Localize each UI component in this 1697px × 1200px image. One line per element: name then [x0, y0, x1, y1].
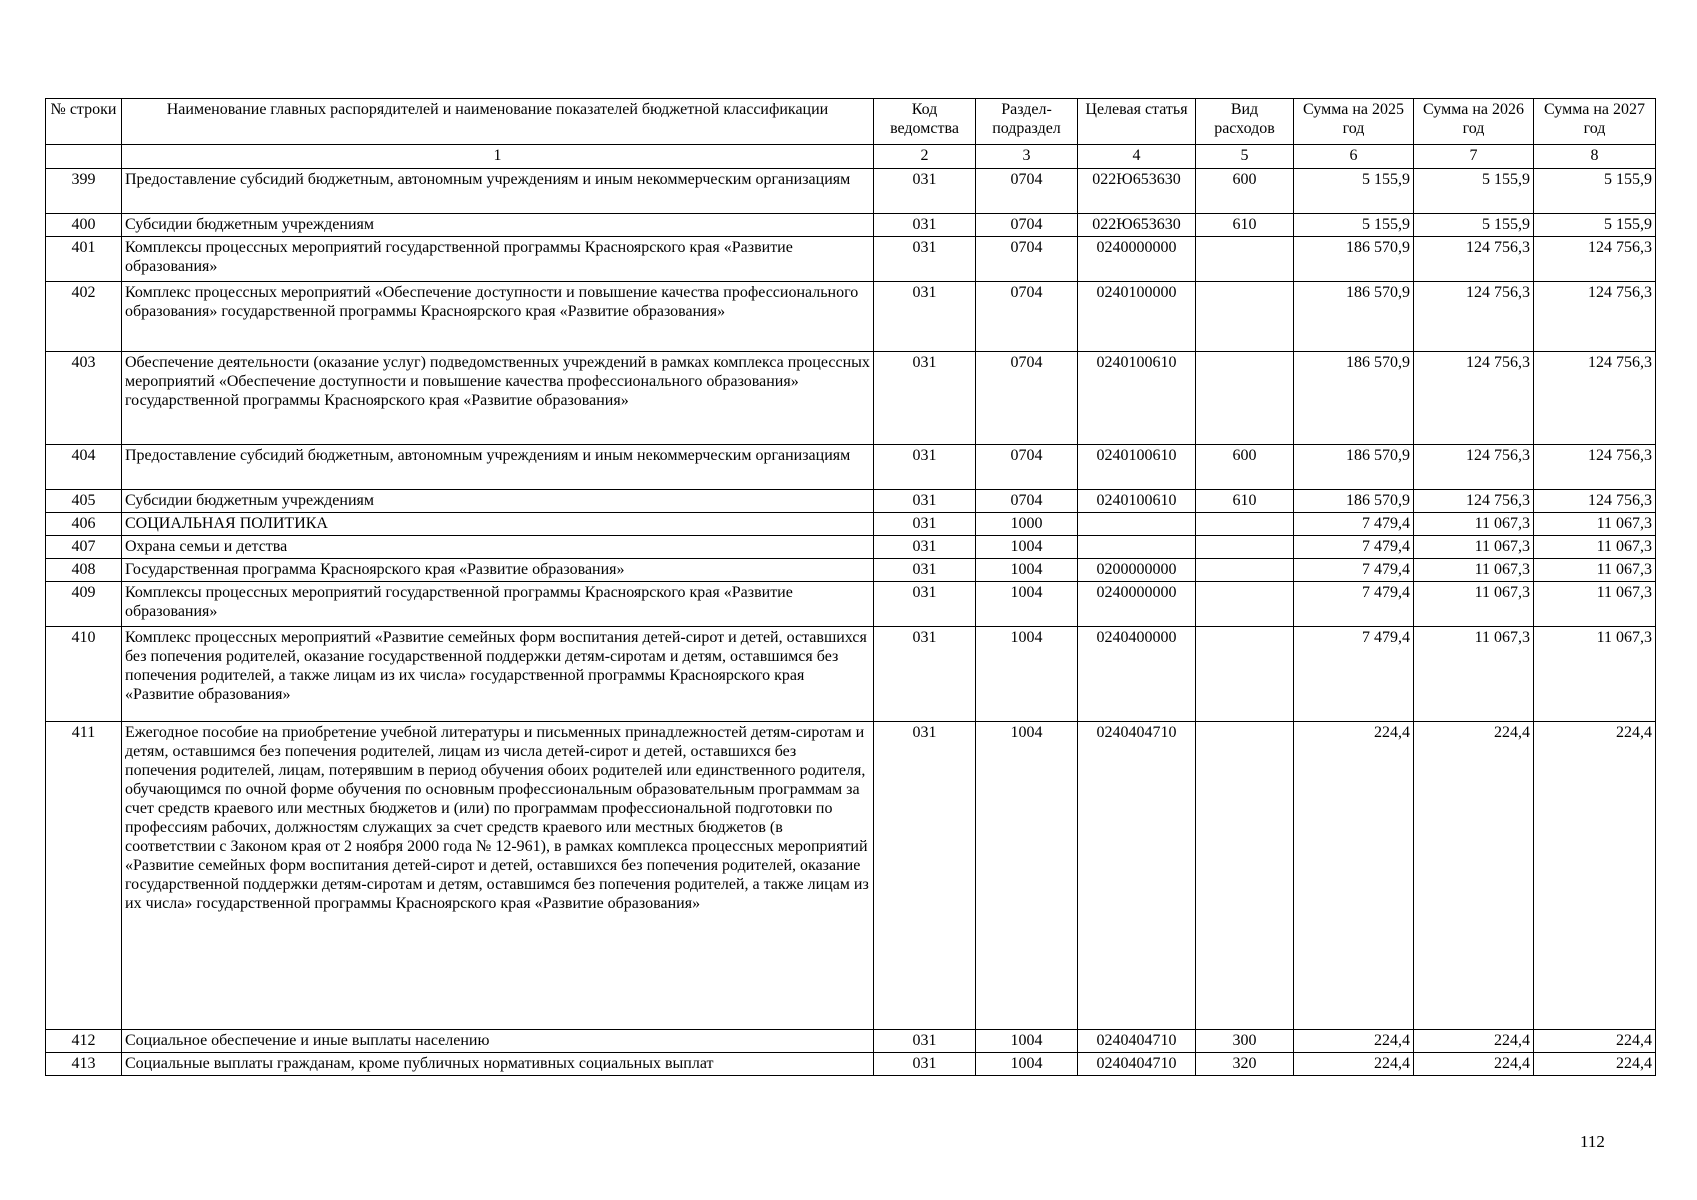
row-name: Обеспечение деятельности (оказание услуг) подведомственных учреждений в рамках комплекса процессных мероприятий «Обеспечение доступности и повышение качества профессионального образования» государственной программы Красноярского края «Развитие образования» — [122, 352, 874, 445]
target-article — [1078, 536, 1196, 559]
row-name: Социальное обеспечение и иные выплаты населению — [122, 1030, 874, 1053]
row-number: 401 — [46, 237, 122, 282]
table-row — [46, 445, 1656, 490]
sum-2025: 186 570,9 — [1294, 237, 1414, 282]
table-row — [46, 169, 1656, 214]
sum-2026: 224,4 — [1414, 722, 1534, 1030]
sum-2027: 124 756,3 — [1534, 490, 1656, 513]
row-name: Комплекс процессных мероприятий «Обеспечение доступности и повышение качества профессионального образования» государственной программы Красноярского края «Развитие образования» — [122, 282, 874, 352]
table-body — [46, 169, 1656, 1076]
sum-2025: 5 155,9 — [1294, 214, 1414, 237]
row-number: 405 — [46, 490, 122, 513]
sum-2027: 124 756,3 — [1534, 282, 1656, 352]
row-name: Субсидии бюджетным учреждениям — [122, 490, 874, 513]
column-number: 3 — [976, 145, 1078, 169]
column-number: 8 — [1534, 145, 1656, 169]
sum-2025: 7 479,4 — [1294, 536, 1414, 559]
row-number: 403 — [46, 352, 122, 445]
sum-2025: 224,4 — [1294, 722, 1414, 1030]
target-article: 0240100610 — [1078, 352, 1196, 445]
sum-2026: 124 756,3 — [1414, 490, 1534, 513]
section-code: 0704 — [976, 445, 1078, 490]
section-code: 1000 — [976, 513, 1078, 536]
department-code: 031 — [874, 627, 976, 722]
sum-2026: 11 067,3 — [1414, 559, 1534, 582]
header-name: Наименование главных распорядителей и наименование показателей бюджетной классификации — [122, 99, 874, 145]
table-row — [46, 536, 1656, 559]
sum-2027: 224,4 — [1534, 1030, 1656, 1053]
row-number: 408 — [46, 559, 122, 582]
header-sum-2026: Сумма на 2026 год — [1414, 99, 1534, 145]
section-code: 1004 — [976, 627, 1078, 722]
department-code: 031 — [874, 237, 976, 282]
sum-2025: 224,4 — [1294, 1030, 1414, 1053]
row-number: 413 — [46, 1053, 122, 1076]
expense-type — [1196, 237, 1294, 282]
expense-type: 320 — [1196, 1053, 1294, 1076]
sum-2027: 11 067,3 — [1534, 536, 1656, 559]
expense-type — [1196, 582, 1294, 627]
sum-2025: 186 570,9 — [1294, 282, 1414, 352]
expense-type: 600 — [1196, 169, 1294, 214]
target-article: 0240100610 — [1078, 445, 1196, 490]
column-number: 4 — [1078, 145, 1196, 169]
sum-2027: 5 155,9 — [1534, 169, 1656, 214]
section-code: 1004 — [976, 582, 1078, 627]
section-code: 1004 — [976, 559, 1078, 582]
row-number: 409 — [46, 582, 122, 627]
department-code: 031 — [874, 352, 976, 445]
header-sum-2027: Сумма на 2027 год — [1534, 99, 1656, 145]
department-code: 031 — [874, 282, 976, 352]
expense-type — [1196, 282, 1294, 352]
section-code: 1004 — [976, 1030, 1078, 1053]
department-code: 031 — [874, 722, 976, 1030]
table-row — [46, 627, 1656, 722]
column-number-row — [46, 145, 1656, 169]
table-row — [46, 352, 1656, 445]
row-number: 402 — [46, 282, 122, 352]
sum-2025: 7 479,4 — [1294, 559, 1414, 582]
column-number — [46, 145, 122, 169]
sum-2027: 11 067,3 — [1534, 559, 1656, 582]
sum-2025: 7 479,4 — [1294, 582, 1414, 627]
sum-2026: 224,4 — [1414, 1030, 1534, 1053]
sum-2027: 11 067,3 — [1534, 627, 1656, 722]
sum-2026: 11 067,3 — [1414, 582, 1534, 627]
sum-2027: 11 067,3 — [1534, 513, 1656, 536]
target-article: 022Ю653630 — [1078, 214, 1196, 237]
expense-type: 300 — [1196, 1030, 1294, 1053]
department-code: 031 — [874, 490, 976, 513]
row-name: Охрана семьи и детства — [122, 536, 874, 559]
sum-2026: 124 756,3 — [1414, 237, 1534, 282]
expense-type — [1196, 627, 1294, 722]
sum-2025: 186 570,9 — [1294, 490, 1414, 513]
row-name: Комплексы процессных мероприятий государственной программы Красноярского края «Развитие образования» — [122, 582, 874, 627]
sum-2027: 224,4 — [1534, 722, 1656, 1030]
expense-type — [1196, 513, 1294, 536]
department-code: 031 — [874, 169, 976, 214]
department-code: 031 — [874, 536, 976, 559]
expense-type — [1196, 536, 1294, 559]
header-sum-2025: Сумма на 2025 год — [1294, 99, 1414, 145]
section-code: 0704 — [976, 169, 1078, 214]
header-section: Раздел-подраздел — [976, 99, 1078, 145]
section-code: 0704 — [976, 282, 1078, 352]
row-name: Предоставление субсидий бюджетным, автономным учреждениям и иным некоммерческим организациям — [122, 445, 874, 490]
table-row — [46, 282, 1656, 352]
department-code: 031 — [874, 513, 976, 536]
sum-2025: 224,4 — [1294, 1053, 1414, 1076]
row-name: Комплекс процессных мероприятий «Развитие семейных форм воспитания детей-сирот и детей, оставшихся без попечения родителей, оказание государственной поддержки детям-сиротам и детям, оставшимся без попечения родителей, а также лицам из их числа» государственной программы Красноярского края «Развитие образования» — [122, 627, 874, 722]
row-number: 412 — [46, 1030, 122, 1053]
department-code: 031 — [874, 559, 976, 582]
header-department-code: Код ведомства — [874, 99, 976, 145]
target-article: 0240100000 — [1078, 282, 1196, 352]
sum-2025: 186 570,9 — [1294, 352, 1414, 445]
target-article: 0240404710 — [1078, 1030, 1196, 1053]
table-row — [46, 1030, 1656, 1053]
expense-type — [1196, 722, 1294, 1030]
target-article: 0200000000 — [1078, 559, 1196, 582]
row-number: 399 — [46, 169, 122, 214]
sum-2025: 186 570,9 — [1294, 445, 1414, 490]
column-number: 1 — [122, 145, 874, 169]
department-code: 031 — [874, 1053, 976, 1076]
sum-2026: 11 067,3 — [1414, 513, 1534, 536]
sum-2026: 224,4 — [1414, 1053, 1534, 1076]
row-name: Субсидии бюджетным учреждениям — [122, 214, 874, 237]
budget-table — [45, 98, 1656, 1076]
sum-2025: 7 479,4 — [1294, 627, 1414, 722]
sum-2027: 124 756,3 — [1534, 237, 1656, 282]
row-number: 410 — [46, 627, 122, 722]
expense-type: 610 — [1196, 214, 1294, 237]
target-article: 0240404710 — [1078, 722, 1196, 1030]
target-article: 0240400000 — [1078, 627, 1196, 722]
department-code: 031 — [874, 214, 976, 237]
table-row — [46, 490, 1656, 513]
row-name: Комплексы процессных мероприятий государственной программы Красноярского края «Развитие образования» — [122, 237, 874, 282]
section-code: 0704 — [976, 214, 1078, 237]
sum-2027: 5 155,9 — [1534, 214, 1656, 237]
table-row — [46, 722, 1656, 1030]
table-row — [46, 582, 1656, 627]
column-number: 6 — [1294, 145, 1414, 169]
sum-2026: 5 155,9 — [1414, 169, 1534, 214]
target-article: 0240000000 — [1078, 582, 1196, 627]
header-row — [46, 99, 1656, 145]
row-name: СОЦИАЛЬНАЯ ПОЛИТИКА — [122, 513, 874, 536]
row-name: Социальные выплаты гражданам, кроме публичных нормативных социальных выплат — [122, 1053, 874, 1076]
section-code: 0704 — [976, 490, 1078, 513]
header-row-number: № строки — [46, 99, 122, 145]
sum-2025: 7 479,4 — [1294, 513, 1414, 536]
row-number: 407 — [46, 536, 122, 559]
section-code: 1004 — [976, 722, 1078, 1030]
sum-2026: 124 756,3 — [1414, 282, 1534, 352]
sum-2026: 124 756,3 — [1414, 445, 1534, 490]
expense-type: 610 — [1196, 490, 1294, 513]
sum-2027: 224,4 — [1534, 1053, 1656, 1076]
target-article: 0240000000 — [1078, 237, 1196, 282]
sum-2026: 124 756,3 — [1414, 352, 1534, 445]
target-article: 0240404710 — [1078, 1053, 1196, 1076]
row-number: 411 — [46, 722, 122, 1030]
row-number: 400 — [46, 214, 122, 237]
table-row — [46, 237, 1656, 282]
header-target-article: Целевая статья — [1078, 99, 1196, 145]
department-code: 031 — [874, 1030, 976, 1053]
table-row — [46, 214, 1656, 237]
page-number: 112 — [1580, 1132, 1605, 1151]
sum-2026: 11 067,3 — [1414, 536, 1534, 559]
sum-2027: 11 067,3 — [1534, 582, 1656, 627]
column-number: 7 — [1414, 145, 1534, 169]
department-code: 031 — [874, 445, 976, 490]
row-number: 406 — [46, 513, 122, 536]
row-name: Предоставление субсидий бюджетным, автономным учреждениям и иным некоммерческим организациям — [122, 169, 874, 214]
section-code: 0704 — [976, 352, 1078, 445]
row-name: Государственная программа Красноярского края «Развитие образования» — [122, 559, 874, 582]
sum-2026: 5 155,9 — [1414, 214, 1534, 237]
sum-2025: 5 155,9 — [1294, 169, 1414, 214]
table-row — [46, 1053, 1656, 1076]
target-article — [1078, 513, 1196, 536]
sum-2027: 124 756,3 — [1534, 352, 1656, 445]
section-code: 1004 — [976, 536, 1078, 559]
section-code: 0704 — [976, 237, 1078, 282]
table-row — [46, 559, 1656, 582]
sum-2027: 124 756,3 — [1534, 445, 1656, 490]
section-code: 1004 — [976, 1053, 1078, 1076]
header-expense-type: Вид расходов — [1196, 99, 1294, 145]
column-number: 2 — [874, 145, 976, 169]
column-number: 5 — [1196, 145, 1294, 169]
table-row — [46, 513, 1656, 536]
row-name: Ежегодное пособие на приобретение учебной литературы и письменных принадлежностей детям-сиротам и детям, оставшимся без попечения родителей, лицам из числа детей-сирот и детей, оставшихся без попечения родителей, лицам, потерявшим в период обучения обоих родителей или единственного родителя, обучающимся по очной форме обучения по основным профессиональным образовательным программам за счет средств краевого или местных бюджетов и (или) по программам профессиональной подготовки по профессиям рабочих, должностям служащих за счет средств краевого или местных бюджетов (в соответствии с Законом края от 2 ноября 2000 года № 12-961), в рамках комплекса процессных мероприятий «Развитие семейных форм воспитания детей-сирот и детей, оставшихся без попечения родителей, оказание государственной поддержки детям-сиротам и детям, оставшимся без попечения родителей, а также лицам из их числа» государственной программы Красноярского края «Развитие образования» — [122, 722, 874, 1030]
expense-type — [1196, 352, 1294, 445]
expense-type — [1196, 559, 1294, 582]
department-code: 031 — [874, 582, 976, 627]
row-number: 404 — [46, 445, 122, 490]
target-article: 0240100610 — [1078, 490, 1196, 513]
target-article: 022Ю653630 — [1078, 169, 1196, 214]
sum-2026: 11 067,3 — [1414, 627, 1534, 722]
expense-type: 600 — [1196, 445, 1294, 490]
